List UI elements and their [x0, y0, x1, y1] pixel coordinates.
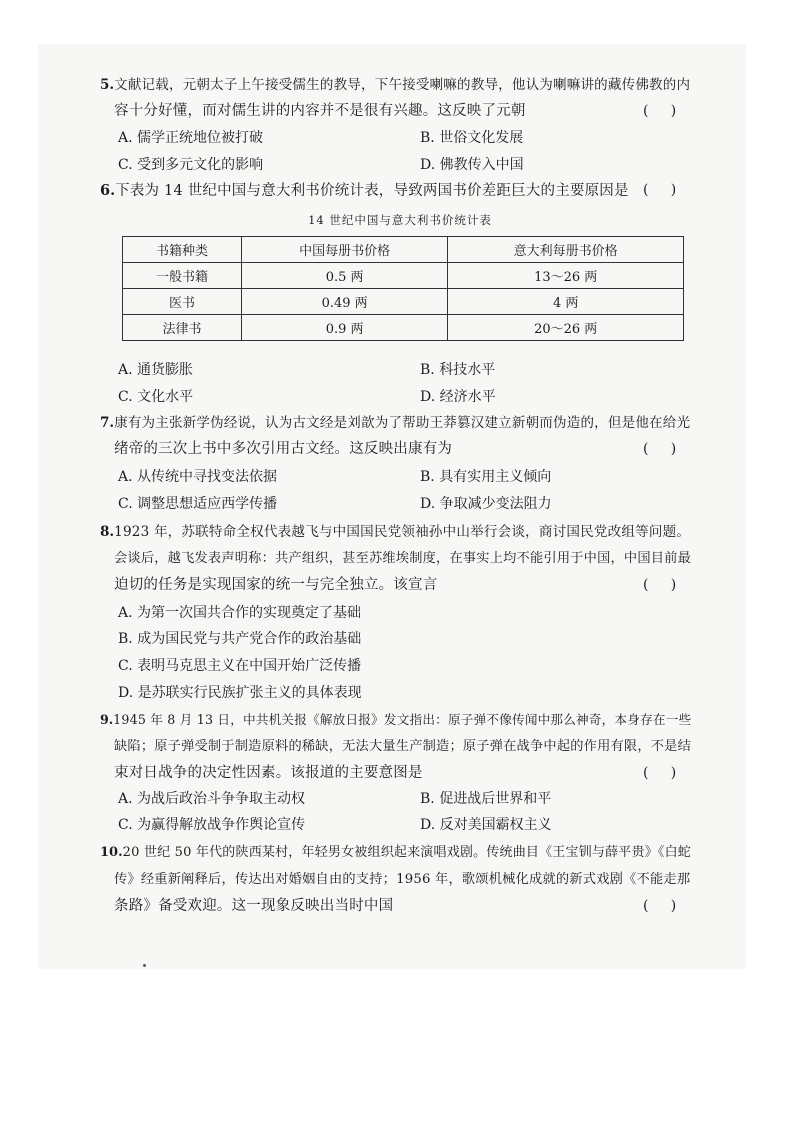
- table-cell: 0.49 两: [241, 289, 447, 315]
- table-header: 中国每册书价格: [241, 237, 447, 263]
- q8-answer-paren: ( ): [643, 577, 677, 593]
- table-cell: 4 两: [448, 289, 684, 315]
- q7-answer-paren: ( ): [643, 441, 677, 457]
- table-cell: 0.5 两: [241, 263, 447, 289]
- q9-option-d: D. 反对美国霸权主义: [420, 817, 552, 833]
- q8-line1: 8.1923 年，苏联特命全权代表越飞与中国国民党领袖孙中山举行会谈，商讨国民党改组等问题。: [100, 524, 691, 540]
- q10-answer-paren: ( ): [643, 898, 677, 914]
- q8-option-c: C. 表明马克思主义在中国开始广泛传播: [118, 658, 362, 674]
- q6-option-a: A. 通货膨胀: [118, 362, 194, 378]
- q6-table-title: 14 世纪中国与意大利书价统计表: [308, 213, 492, 227]
- scan-speck: [143, 964, 146, 967]
- q9-number: 9.: [100, 712, 114, 727]
- q10-line3: 条路》备受欢迎。这一现象反映出当时中国: [114, 898, 394, 914]
- q8-number: 8.: [100, 524, 115, 540]
- q7-line2: 绪帝的三次上书中多次引用古文经。这反映出康有为: [114, 441, 453, 457]
- table-row: [123, 289, 684, 315]
- q6-option-d: D. 经济水平: [420, 389, 496, 405]
- table-header: 意大利每册书价格: [448, 237, 684, 263]
- q7-line1: 7.康有为主张新学伪经说，认为古文经是刘歆为了帮助王莽篡汉建立新朝而伪造的，但是他在给光: [100, 415, 691, 431]
- q5-line1: 5.文献记载，元朝太子上午接受儒生的教导，下午接受喇嘛的教导，他认为喇嘛讲的藏传佛教的内: [100, 77, 691, 93]
- table-cell: 医书: [123, 289, 242, 315]
- q6-line1: 6.下表为 14 世纪中国与意大利书价统计表，导致两国书价差距巨大的主要原因是: [100, 182, 629, 199]
- q10-number: 10.: [100, 845, 123, 860]
- table-header-row: [123, 237, 684, 263]
- table-cell: 20～26 两: [448, 315, 684, 341]
- table-row: [123, 263, 684, 289]
- q10-line1: 10.20 世纪 50 年代的陕西某村，年轻男女被组织起来演唱戏剧。传统曲目《王宝钏与薛平贵》《白蛇: [100, 845, 692, 860]
- table-row: [123, 315, 684, 341]
- q9-option-c: C. 为赢得解放战争作舆论宣传: [118, 817, 306, 833]
- q5-number: 5.: [100, 77, 115, 93]
- book-price-table: [122, 236, 684, 341]
- q6-number: 6.: [100, 182, 116, 199]
- q6-option-b: B. 科技水平: [420, 362, 496, 378]
- q9-option-a: A. 为战后政治斗争争取主动权: [118, 791, 306, 807]
- table-header: 书籍种类: [123, 237, 242, 263]
- q7-option-c: C. 调整思想适应西学传播: [118, 496, 278, 512]
- q5-option-d: D. 佛教传入中国: [420, 157, 524, 173]
- q9-option-b: B. 促进战后世界和平: [420, 791, 552, 807]
- q5-line2: 容十分好懂，而对儒生讲的内容并不是很有兴趣。这反映了元朝: [114, 103, 526, 119]
- q9-line1: 9.1945 年 8 月 13 日，中共机关报《解放日报》发文指出：原子弹不像传闻中那么神奇，本身存在一些: [100, 712, 692, 727]
- q9-line3: 束对日战争的决定性因素。该报道的主要意图是: [114, 765, 423, 781]
- q5-option-c: C. 受到多元文化的影响: [118, 157, 264, 173]
- q7-option-a: A. 从传统中寻找变法依据: [118, 469, 278, 485]
- table-cell: 13～26 两: [448, 263, 684, 289]
- q8-option-b: B. 成为国民党与共产党合作的政治基础: [118, 631, 362, 647]
- q9-answer-paren: ( ): [643, 765, 677, 781]
- q7-option-b: B. 具有实用主义倾向: [420, 469, 552, 485]
- table-cell: 一般书籍: [123, 263, 242, 289]
- q5-answer-paren: ( ): [643, 103, 677, 119]
- q7-number: 7.: [100, 415, 115, 431]
- q5-option-a: A. 儒学正统地位被打破: [118, 130, 264, 146]
- table-cell: 0.9 两: [241, 315, 447, 341]
- q6-answer-paren: ( ): [643, 182, 677, 198]
- q8-line3: 迫切的任务是实现国家的统一与完全独立。该宣言: [114, 577, 438, 593]
- q5-option-b: B. 世俗文化发展: [420, 130, 524, 146]
- q9-line2: 缺陷；原子弹受制于制造原料的稀缺，无法大量生产制造；原子弹在战争中起的作用有限，不是结: [114, 739, 692, 754]
- q8-line2: 会谈后，越飞发表声明称：共产组织，甚至苏维埃制度，在事实上均不能引用于中国，中国目前最: [114, 551, 692, 566]
- q8-option-a: A. 为第一次国共合作的实现奠定了基础: [118, 605, 362, 621]
- q7-option-d: D. 争取减少变法阻力: [420, 496, 552, 512]
- q10-line2: 传》经重新阐释后，传达出对婚姻自由的支持；1956 年，歌颂机械化成就的新式戏剧《不能走那: [114, 872, 691, 887]
- q8-option-d: D. 是苏联实行民族扩张主义的具体表现: [118, 685, 362, 701]
- table-cell: 法律书: [123, 315, 242, 341]
- q6-option-c: C. 文化水平: [118, 389, 194, 405]
